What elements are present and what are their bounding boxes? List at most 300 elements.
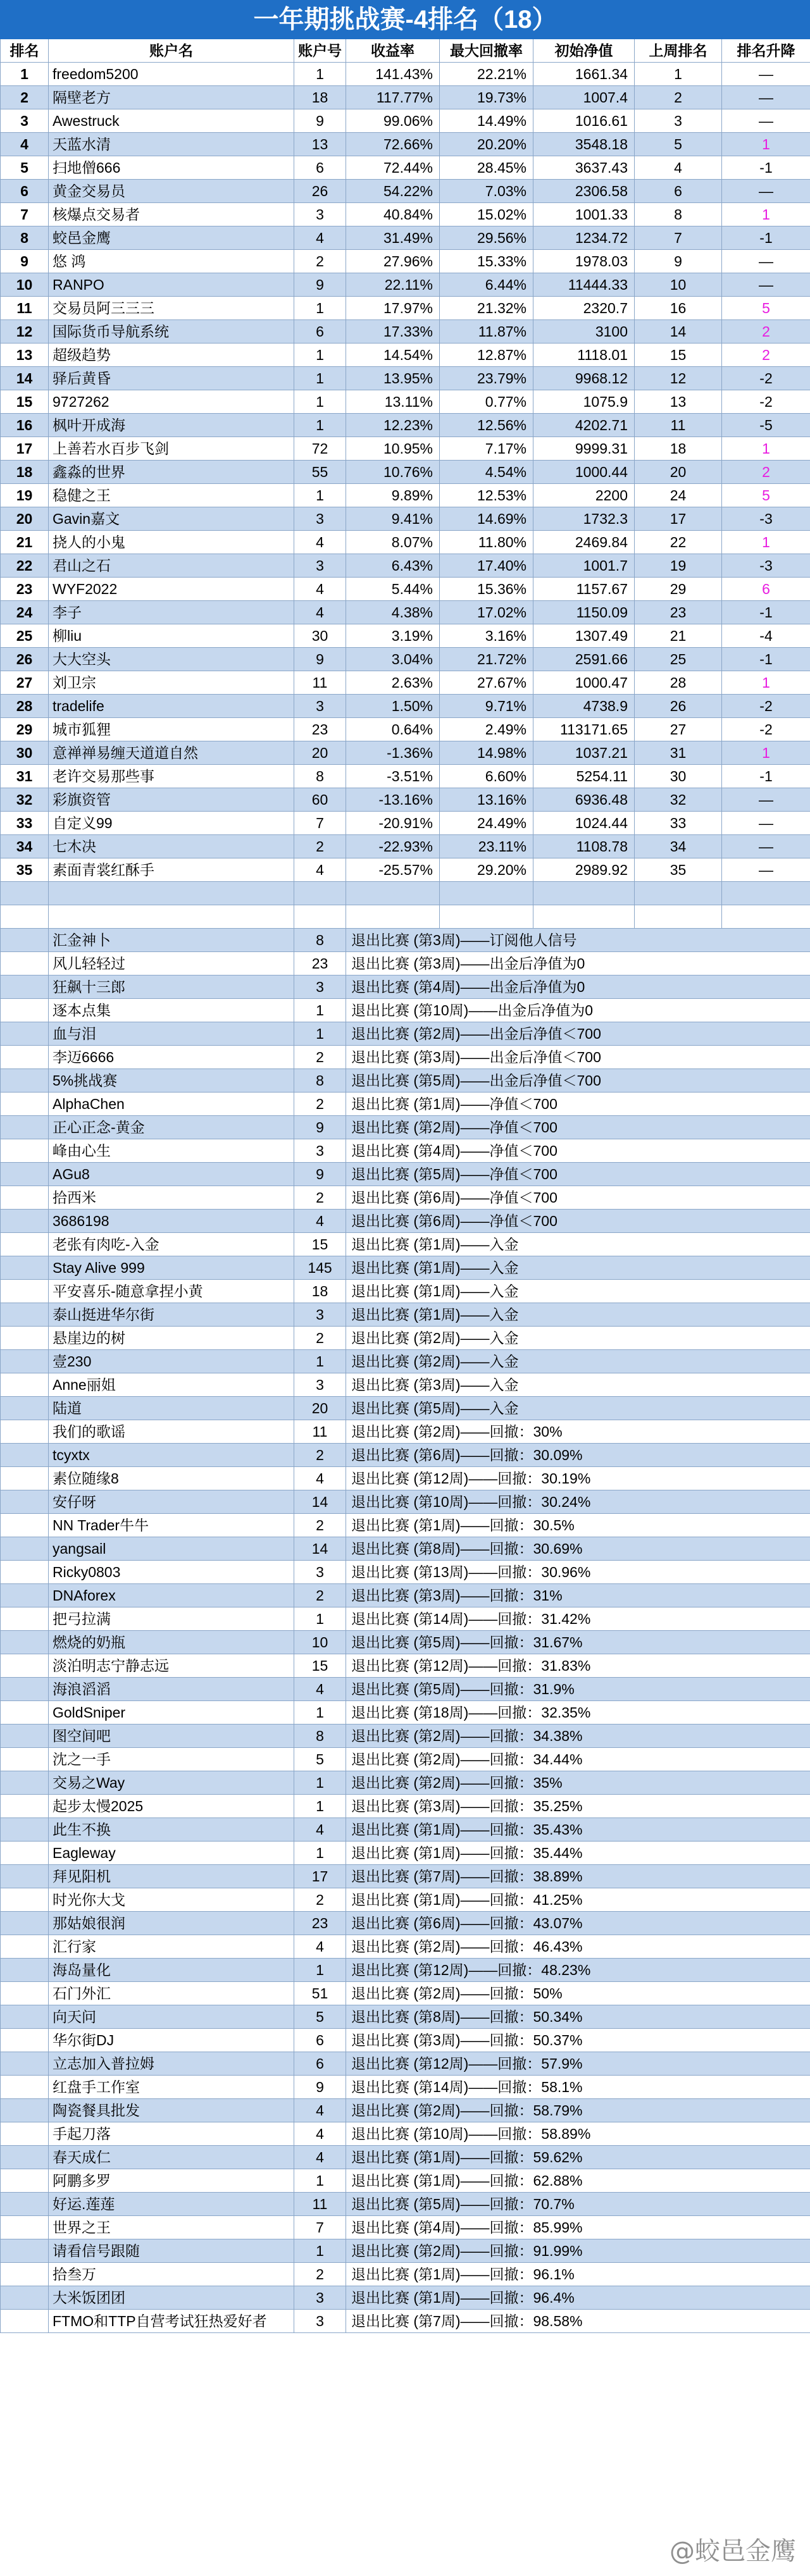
return-cell: 17.33%: [346, 320, 440, 344]
exit-account-name-cell: 图空间吧: [49, 1725, 294, 1748]
last-week-rank-cell: 32: [635, 788, 722, 812]
drawdown-cell: 17.02%: [440, 601, 533, 624]
exit-note-cell: 退出比赛 (第1周)——入金: [346, 1233, 810, 1256]
empty-rank-cell: [1, 1865, 49, 1888]
empty-cell: [635, 882, 722, 905]
ranking-row: [1, 531, 810, 554]
account-count-cell: 2: [294, 250, 346, 273]
exit-account-count-cell: 4: [294, 1210, 346, 1233]
ranking-row: [1, 86, 810, 109]
exit-account-count-cell: 4: [294, 1935, 346, 1959]
account-count-cell: 1: [294, 390, 346, 414]
header-return: 收益率: [346, 39, 440, 63]
rank-change-cell: 2: [722, 344, 810, 367]
return-cell: 117.77%: [346, 86, 440, 109]
exit-account-name-cell: GoldSniper: [49, 1701, 294, 1725]
exit-account-name-cell: 手起刀落: [49, 2122, 294, 2146]
last-week-rank-cell: 7: [635, 226, 722, 250]
drawdown-cell: 12.87%: [440, 344, 533, 367]
ranking-row: [1, 671, 810, 695]
exit-note-cell: 退出比赛 (第7周)——回撤：38.89%: [346, 1865, 810, 1888]
exit-account-name-cell: 拾叁万: [49, 2263, 294, 2286]
rank-change-cell: 5: [722, 484, 810, 507]
return-cell: 22.11%: [346, 273, 440, 297]
exit-row: [1, 1982, 810, 2005]
account-name-cell: 大大空头: [49, 648, 294, 671]
initial-nav-cell: 3548.18: [533, 133, 635, 156]
exit-note-cell: 退出比赛 (第3周)——出金后净值＜700: [346, 1046, 810, 1069]
rank-change-cell: 6: [722, 578, 810, 601]
rank-cell: 23: [1, 578, 49, 601]
exit-note-cell: 退出比赛 (第1周)——回撤：30.5%: [346, 1514, 810, 1537]
exit-account-count-cell: 4: [294, 1467, 346, 1490]
account-count-cell: 1: [294, 414, 346, 437]
exit-note-cell: 退出比赛 (第6周)——净值＜700: [346, 1210, 810, 1233]
drawdown-cell: 28.45%: [440, 156, 533, 180]
ranking-row: [1, 226, 810, 250]
exit-row: [1, 1795, 810, 1818]
empty-rank-cell: [1, 2310, 49, 2333]
exit-account-name-cell: 淡泊明志宁静志远: [49, 1654, 294, 1678]
account-name-cell: tradelife: [49, 695, 294, 718]
exit-account-count-cell: 23: [294, 1912, 346, 1935]
exit-row: [1, 1818, 810, 1842]
last-week-rank-cell: 27: [635, 718, 722, 741]
drawdown-cell: 21.32%: [440, 297, 533, 320]
empty-rank-cell: [1, 1022, 49, 1046]
empty-rank-cell: [1, 1280, 49, 1303]
empty-rank-cell: [1, 929, 49, 952]
account-count-cell: 55: [294, 461, 346, 484]
last-week-rank-cell: 14: [635, 320, 722, 344]
account-name-cell: 黄金交易员: [49, 180, 294, 203]
drawdown-cell: 27.67%: [440, 671, 533, 695]
account-count-cell: 72: [294, 437, 346, 461]
return-cell: -3.51%: [346, 765, 440, 788]
return-cell: 99.06%: [346, 109, 440, 133]
exit-account-count-cell: 6: [294, 2052, 346, 2076]
exit-note-cell: 退出比赛 (第3周)——订阅他人信号: [346, 929, 810, 952]
account-name-cell: 城市狐狸: [49, 718, 294, 741]
exit-note-cell: 退出比赛 (第18周)——回撤：32.35%: [346, 1701, 810, 1725]
exit-account-name-cell: yangsail: [49, 1537, 294, 1561]
exit-note-cell: 退出比赛 (第14周)——回撤：58.1%: [346, 2076, 810, 2099]
last-week-rank-cell: 21: [635, 624, 722, 648]
drawdown-cell: 12.53%: [440, 484, 533, 507]
exit-account-count-cell: 1: [294, 1350, 346, 1373]
empty-rank-cell: [1, 1303, 49, 1327]
account-name-cell: 上善若水百步飞剑: [49, 437, 294, 461]
exit-account-name-cell: Ricky0803: [49, 1561, 294, 1584]
exit-note-cell: 退出比赛 (第2周)——入金: [346, 1327, 810, 1350]
ranking-row: [1, 835, 810, 858]
last-week-rank-cell: 12: [635, 367, 722, 390]
rank-cell: 3: [1, 109, 49, 133]
return-cell: 9.41%: [346, 507, 440, 531]
rank-change-cell: -2: [722, 718, 810, 741]
rank-change-cell: 1: [722, 741, 810, 765]
return-cell: -25.57%: [346, 858, 440, 882]
empty-rank-cell: [1, 975, 49, 999]
exit-row: [1, 1935, 810, 1959]
empty-rank-cell: [1, 1093, 49, 1116]
return-cell: -20.91%: [346, 812, 440, 835]
exit-note-cell: 退出比赛 (第2周)——净值＜700: [346, 1116, 810, 1139]
rank-change-cell: -1: [722, 156, 810, 180]
exit-note-cell: 退出比赛 (第6周)——净值＜700: [346, 1186, 810, 1210]
account-name-cell: 蛟邑金鹰: [49, 226, 294, 250]
rank-cell: 33: [1, 812, 49, 835]
drawdown-cell: 29.20%: [440, 858, 533, 882]
account-count-cell: 1: [294, 367, 346, 390]
exit-row: [1, 1678, 810, 1701]
drawdown-cell: 17.40%: [440, 554, 533, 578]
exit-account-name-cell: 阿鹏多罗: [49, 2169, 294, 2193]
exit-row: [1, 1561, 810, 1584]
drawdown-cell: 2.49%: [440, 718, 533, 741]
initial-nav-cell: 1157.67: [533, 578, 635, 601]
account-count-cell: 2: [294, 835, 346, 858]
last-week-rank-cell: 2: [635, 86, 722, 109]
header-account-name: 账户名: [49, 39, 294, 63]
drawdown-cell: 22.21%: [440, 63, 533, 86]
return-cell: 5.44%: [346, 578, 440, 601]
rank-change-cell: -1: [722, 765, 810, 788]
initial-nav-cell: 1024.44: [533, 812, 635, 835]
initial-nav-cell: 3637.43: [533, 156, 635, 180]
exit-account-count-cell: 2: [294, 2263, 346, 2286]
exit-note-cell: 退出比赛 (第2周)——回撤：50%: [346, 1982, 810, 2005]
exit-note-cell: 退出比赛 (第1周)——回撤：35.44%: [346, 1842, 810, 1865]
empty-rank-cell: [1, 1514, 49, 1537]
ranking-row: [1, 507, 810, 531]
exit-account-name-cell: 陶瓷餐具批发: [49, 2099, 294, 2122]
exit-account-count-cell: 3: [294, 1139, 346, 1163]
initial-nav-cell: 2591.66: [533, 648, 635, 671]
exit-account-count-cell: 2: [294, 1444, 346, 1467]
exit-account-count-cell: 10: [294, 1631, 346, 1654]
exit-account-name-cell: FTMO和TTP自营考试狂热爱好者: [49, 2310, 294, 2333]
exit-row: [1, 999, 810, 1022]
empty-rank-cell: [1, 1795, 49, 1818]
exit-account-name-cell: 春天成仁: [49, 2146, 294, 2169]
exit-account-name-cell: 大米饭团团: [49, 2286, 294, 2310]
exit-account-count-cell: 1: [294, 1701, 346, 1725]
exit-account-count-cell: 11: [294, 1420, 346, 1444]
initial-nav-cell: 4202.71: [533, 414, 635, 437]
exit-account-count-cell: 17: [294, 1865, 346, 1888]
exit-note-cell: 退出比赛 (第1周)——入金: [346, 1256, 810, 1280]
page-title: 一年期挑战赛-4排名（18）: [1, 1, 810, 39]
empty-cell: [440, 905, 533, 929]
account-count-cell: 4: [294, 531, 346, 554]
empty-rank-cell: [1, 2239, 49, 2263]
rank-change-cell: -1: [722, 601, 810, 624]
exit-row: [1, 2076, 810, 2099]
exit-row: [1, 929, 810, 952]
exit-row: [1, 2005, 810, 2029]
exit-row: [1, 1490, 810, 1514]
empty-rank-cell: [1, 1584, 49, 1607]
account-count-cell: 13: [294, 133, 346, 156]
exit-account-name-cell: 老张有肉吃-入金: [49, 1233, 294, 1256]
exit-row: [1, 1654, 810, 1678]
rank-cell: 29: [1, 718, 49, 741]
last-week-rank-cell: 3: [635, 109, 722, 133]
exit-note-cell: 退出比赛 (第1周)——净值＜700: [346, 1093, 810, 1116]
last-week-rank-cell: 18: [635, 437, 722, 461]
account-name-cell: 自定义99: [49, 812, 294, 835]
rank-cell: 10: [1, 273, 49, 297]
initial-nav-cell: 2200: [533, 484, 635, 507]
account-count-cell: 4: [294, 858, 346, 882]
account-name-cell: 国际货币导航系统: [49, 320, 294, 344]
empty-rank-cell: [1, 1327, 49, 1350]
ranking-row: [1, 624, 810, 648]
initial-nav-cell: 1075.9: [533, 390, 635, 414]
header-max-drawdown: 最大回撤率: [440, 39, 533, 63]
drawdown-cell: 14.69%: [440, 507, 533, 531]
empty-rank-cell: [1, 2286, 49, 2310]
exit-account-count-cell: 1: [294, 1607, 346, 1631]
return-cell: 13.11%: [346, 390, 440, 414]
exit-account-name-cell: 平安喜乐-随意拿捏小黄: [49, 1280, 294, 1303]
empty-rank-cell: [1, 2005, 49, 2029]
exit-note-cell: 退出比赛 (第13周)——回撤：30.96%: [346, 1561, 810, 1584]
initial-nav-cell: 5254.11: [533, 765, 635, 788]
initial-nav-cell: 1000.47: [533, 671, 635, 695]
empty-cell: [1, 882, 49, 905]
drawdown-cell: 29.56%: [440, 226, 533, 250]
exit-account-count-cell: 9: [294, 1116, 346, 1139]
exit-row: [1, 1865, 810, 1888]
last-week-rank-cell: 1: [635, 63, 722, 86]
exit-account-name-cell: 逐本点集: [49, 999, 294, 1022]
ranking-row: [1, 344, 810, 367]
empty-rank-cell: [1, 1888, 49, 1912]
empty-rank-cell: [1, 1163, 49, 1186]
drawdown-cell: 15.33%: [440, 250, 533, 273]
last-week-rank-cell: 13: [635, 390, 722, 414]
exit-row: [1, 952, 810, 975]
exit-note-cell: 退出比赛 (第5周)——净值＜700: [346, 1163, 810, 1186]
exit-account-count-cell: 8: [294, 1069, 346, 1093]
exit-account-count-cell: 1: [294, 1795, 346, 1818]
account-name-cell: WYF2022: [49, 578, 294, 601]
initial-nav-cell: 1150.09: [533, 601, 635, 624]
drawdown-cell: 15.36%: [440, 578, 533, 601]
header-last-week-rank: 上周排名: [635, 39, 722, 63]
drawdown-cell: 19.73%: [440, 86, 533, 109]
empty-rank-cell: [1, 2193, 49, 2216]
exit-account-name-cell: 血与泪: [49, 1022, 294, 1046]
rank-cell: 32: [1, 788, 49, 812]
empty-rank-cell: [1, 1397, 49, 1420]
exit-account-name-cell: AlphaChen: [49, 1093, 294, 1116]
exit-row: [1, 2029, 810, 2052]
initial-nav-cell: 11444.33: [533, 273, 635, 297]
empty-rank-cell: [1, 1139, 49, 1163]
ranking-row: [1, 297, 810, 320]
exit-account-count-cell: 5: [294, 2005, 346, 2029]
empty-cell: [722, 905, 810, 929]
ranking-row: [1, 578, 810, 601]
exit-row: [1, 1046, 810, 1069]
exit-note-cell: 退出比赛 (第3周)——出金后净值为0: [346, 952, 810, 975]
exit-account-count-cell: 3: [294, 1561, 346, 1584]
account-count-cell: 4: [294, 226, 346, 250]
account-count-cell: 1: [294, 63, 346, 86]
rank-change-cell: —: [722, 250, 810, 273]
account-count-cell: 9: [294, 648, 346, 671]
empty-rank-cell: [1, 952, 49, 975]
exit-row: [1, 2169, 810, 2193]
exit-account-count-cell: 4: [294, 2122, 346, 2146]
exit-row: [1, 1725, 810, 1748]
exit-account-name-cell: 陆道: [49, 1397, 294, 1420]
return-cell: 31.49%: [346, 226, 440, 250]
exit-row: [1, 1022, 810, 1046]
exit-account-count-cell: 8: [294, 1725, 346, 1748]
exit-account-count-cell: 1: [294, 1959, 346, 1982]
rank-cell: 1: [1, 63, 49, 86]
rank-cell: 12: [1, 320, 49, 344]
exit-account-name-cell: 5%挑战赛: [49, 1069, 294, 1093]
rank-cell: 25: [1, 624, 49, 648]
return-cell: 72.44%: [346, 156, 440, 180]
exit-account-count-cell: 4: [294, 1678, 346, 1701]
initial-nav-cell: 2989.92: [533, 858, 635, 882]
rank-cell: 35: [1, 858, 49, 882]
ranking-row: [1, 320, 810, 344]
exit-account-count-cell: 4: [294, 2146, 346, 2169]
account-name-cell: 鑫淼的世界: [49, 461, 294, 484]
drawdown-cell: 9.71%: [440, 695, 533, 718]
account-count-cell: 20: [294, 741, 346, 765]
empty-rank-cell: [1, 1678, 49, 1701]
return-cell: 27.96%: [346, 250, 440, 273]
header-rank-change: 排名升降: [722, 39, 810, 63]
last-week-rank-cell: 19: [635, 554, 722, 578]
empty-rank-cell: [1, 2146, 49, 2169]
return-cell: -22.93%: [346, 835, 440, 858]
rank-change-cell: 1: [722, 531, 810, 554]
header-row: [1, 39, 810, 63]
drawdown-cell: 13.16%: [440, 788, 533, 812]
drawdown-cell: 11.87%: [440, 320, 533, 344]
return-cell: 40.84%: [346, 203, 440, 226]
exit-account-count-cell: 11: [294, 2193, 346, 2216]
exit-note-cell: 退出比赛 (第4周)——出金后净值为0: [346, 975, 810, 999]
return-cell: 3.19%: [346, 624, 440, 648]
empty-rank-cell: [1, 1631, 49, 1654]
exit-row: [1, 1327, 810, 1350]
empty-rank-cell: [1, 1842, 49, 1865]
empty-rank-cell: [1, 2029, 49, 2052]
exit-note-cell: 退出比赛 (第3周)——回撤：50.37%: [346, 2029, 810, 2052]
account-name-cell: 枫叶开成海: [49, 414, 294, 437]
spacer-row: [1, 905, 810, 929]
empty-rank-cell: [1, 1373, 49, 1397]
account-count-cell: 23: [294, 718, 346, 741]
account-name-cell: 稳健之王: [49, 484, 294, 507]
exit-account-count-cell: 9: [294, 1163, 346, 1186]
rank-change-cell: 1: [722, 203, 810, 226]
exit-account-name-cell: 海浪滔滔: [49, 1678, 294, 1701]
return-cell: 9.89%: [346, 484, 440, 507]
empty-rank-cell: [1, 2076, 49, 2099]
exit-row: [1, 1912, 810, 1935]
account-count-cell: 18: [294, 86, 346, 109]
exit-account-name-cell: 石门外汇: [49, 1982, 294, 2005]
account-name-cell: 扫地僧666: [49, 156, 294, 180]
exit-row: [1, 1397, 810, 1420]
exit-note-cell: 退出比赛 (第6周)——回撤：43.07%: [346, 1912, 810, 1935]
drawdown-cell: 4.54%: [440, 461, 533, 484]
ranking-row: [1, 765, 810, 788]
exit-note-cell: 退出比赛 (第12周)——回撤：57.9%: [346, 2052, 810, 2076]
exit-account-name-cell: 壹230: [49, 1350, 294, 1373]
rank-cell: 34: [1, 835, 49, 858]
exit-note-cell: 退出比赛 (第5周)——入金: [346, 1397, 810, 1420]
rank-cell: 14: [1, 367, 49, 390]
exit-note-cell: 退出比赛 (第7周)——回撤：98.58%: [346, 2310, 810, 2333]
drawdown-cell: 11.80%: [440, 531, 533, 554]
ranking-row: [1, 414, 810, 437]
rank-change-cell: -2: [722, 390, 810, 414]
ranking-row: [1, 273, 810, 297]
initial-nav-cell: 1732.3: [533, 507, 635, 531]
exit-row: [1, 1514, 810, 1537]
last-week-rank-cell: 34: [635, 835, 722, 858]
initial-nav-cell: 1307.49: [533, 624, 635, 648]
exit-row: [1, 1280, 810, 1303]
exit-note-cell: 退出比赛 (第6周)——回撤：30.09%: [346, 1444, 810, 1467]
empty-rank-cell: [1, 1561, 49, 1584]
ranking-row: [1, 554, 810, 578]
exit-account-count-cell: 1: [294, 1771, 346, 1795]
return-cell: -1.36%: [346, 741, 440, 765]
exit-row: [1, 1444, 810, 1467]
exit-account-count-cell: 145: [294, 1256, 346, 1280]
rank-change-cell: —: [722, 86, 810, 109]
account-name-cell: 超级趋势: [49, 344, 294, 367]
account-name-cell: 老许交易那些事: [49, 765, 294, 788]
exit-account-count-cell: 4: [294, 1818, 346, 1842]
exit-account-name-cell: 好运.莲莲: [49, 2193, 294, 2216]
last-week-rank-cell: 30: [635, 765, 722, 788]
last-week-rank-cell: 35: [635, 858, 722, 882]
initial-nav-cell: 2320.7: [533, 297, 635, 320]
rank-change-cell: 1: [722, 671, 810, 695]
ranking-row: [1, 461, 810, 484]
rank-cell: 30: [1, 741, 49, 765]
rank-cell: 22: [1, 554, 49, 578]
last-week-rank-cell: 28: [635, 671, 722, 695]
exit-note-cell: 退出比赛 (第2周)——回撤：34.44%: [346, 1748, 810, 1771]
account-name-cell: 七木决: [49, 835, 294, 858]
rank-cell: 18: [1, 461, 49, 484]
empty-rank-cell: [1, 1210, 49, 1233]
rank-change-cell: —: [722, 109, 810, 133]
rank-cell: 24: [1, 601, 49, 624]
rank-change-cell: 1: [722, 437, 810, 461]
account-name-cell: 核爆点交易者: [49, 203, 294, 226]
exit-note-cell: 退出比赛 (第14周)——回撤：31.42%: [346, 1607, 810, 1631]
last-week-rank-cell: 17: [635, 507, 722, 531]
exit-account-count-cell: 23: [294, 952, 346, 975]
ranking-row: [1, 250, 810, 273]
